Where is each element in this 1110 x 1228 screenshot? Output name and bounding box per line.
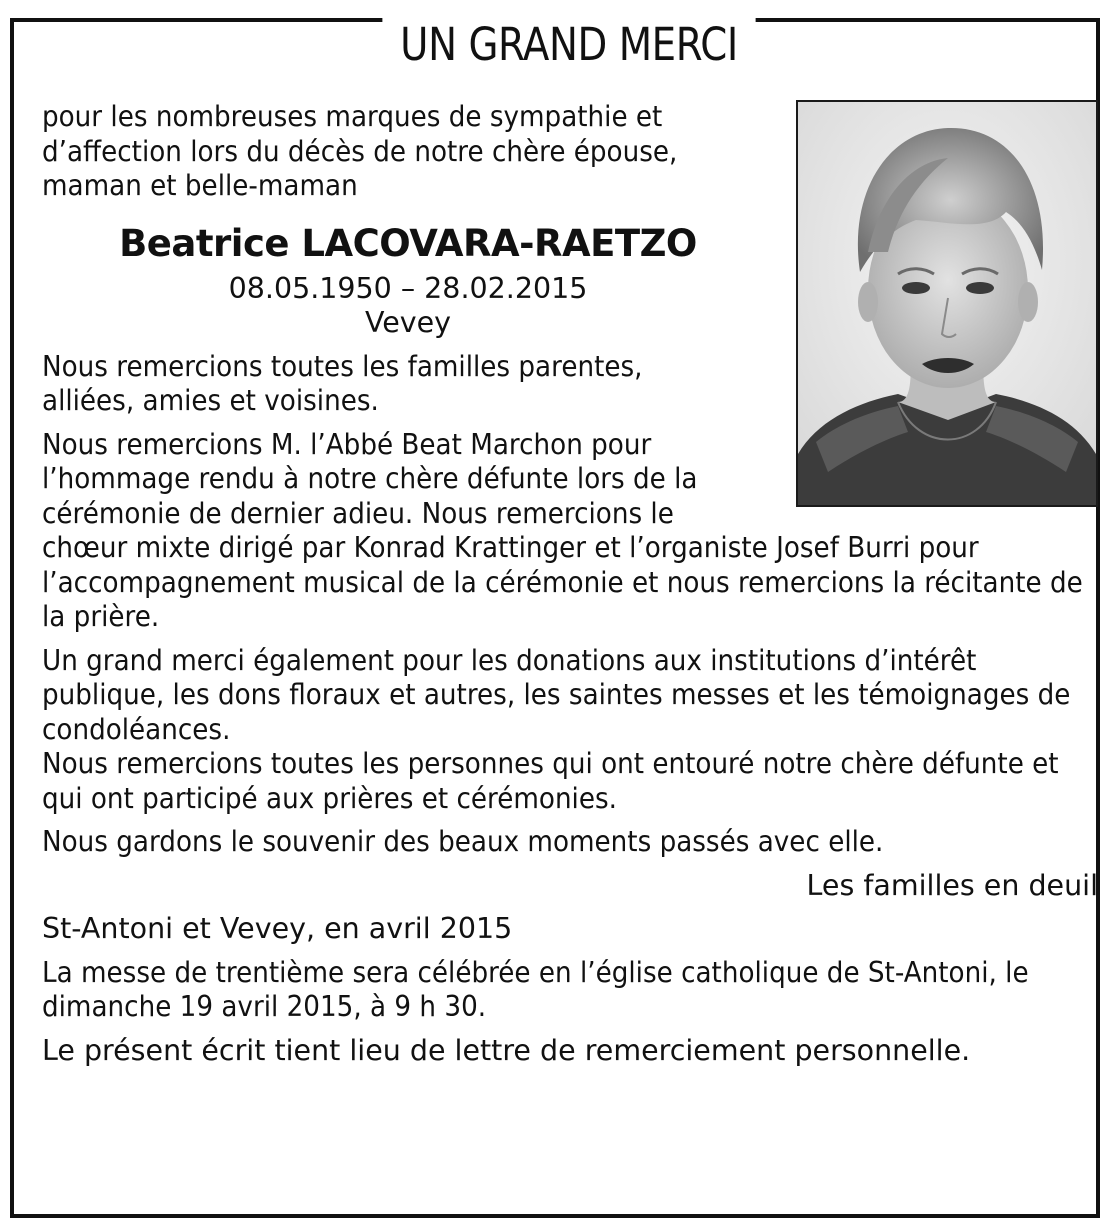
thanks-families: Nous remercions toutes les familles parentes, alliées, amies et voisines.: [42, 349, 643, 417]
life-dates: 08.05.1950 – 28.02.2015: [228, 271, 588, 305]
notice-frame: [10, 18, 1100, 1218]
intro-text: pour les nombreuses marques de sympathie et d’affection lors du décès de notre chère épouse, maman et belle-maman: [42, 100, 678, 202]
notice-heading: UN GRAND MERCI: [382, 16, 755, 82]
deceased-name: Beatrice LACOVARA-RAETZO: [119, 221, 697, 265]
thanks-people: Nous remercions toutes les personnes qui ont entouré notre chère défunte et qui ont participé aux prières et cérémonies.: [42, 747, 1059, 815]
thanks-donations: Un grand merci également pour les donations aux institutions d’intérêt publique, les dons floraux et autres, les saintes messes et les témoignages de condoléances.: [42, 643, 1071, 746]
place-and-date: St-Antoni et Vevey, en avril 2015: [42, 912, 513, 945]
thanks-ceremony: Nous remercions M. l’Abbé Beat Marchon pour l’hommage rendu à notre chère défunte lors de la cérémonie de dernier adieu. Nous remercions le chœur mixte dirigé par Konrad Krattinger et l’organiste Josef Burri pour l’accompagnement musical de la cérémonie et nous remercions la récitante de la prière.: [42, 427, 1083, 633]
closing-note: Le présent écrit tient lieu de lettre de remerciement personnelle.: [42, 1033, 971, 1067]
signature: Les familles en deuil: [806, 868, 1098, 902]
memory-text: Nous gardons le souvenir des beaux moments passés avec elle.: [42, 825, 884, 858]
deceased-place: Vevey: [364, 306, 452, 339]
mass-notice: La messe de trentième sera célébrée en l’église catholique de St-Antoni, le dimanche 19 avril 2015, à 9 h 30.: [42, 955, 1029, 1023]
notice-body: [42, 100, 1098, 1068]
